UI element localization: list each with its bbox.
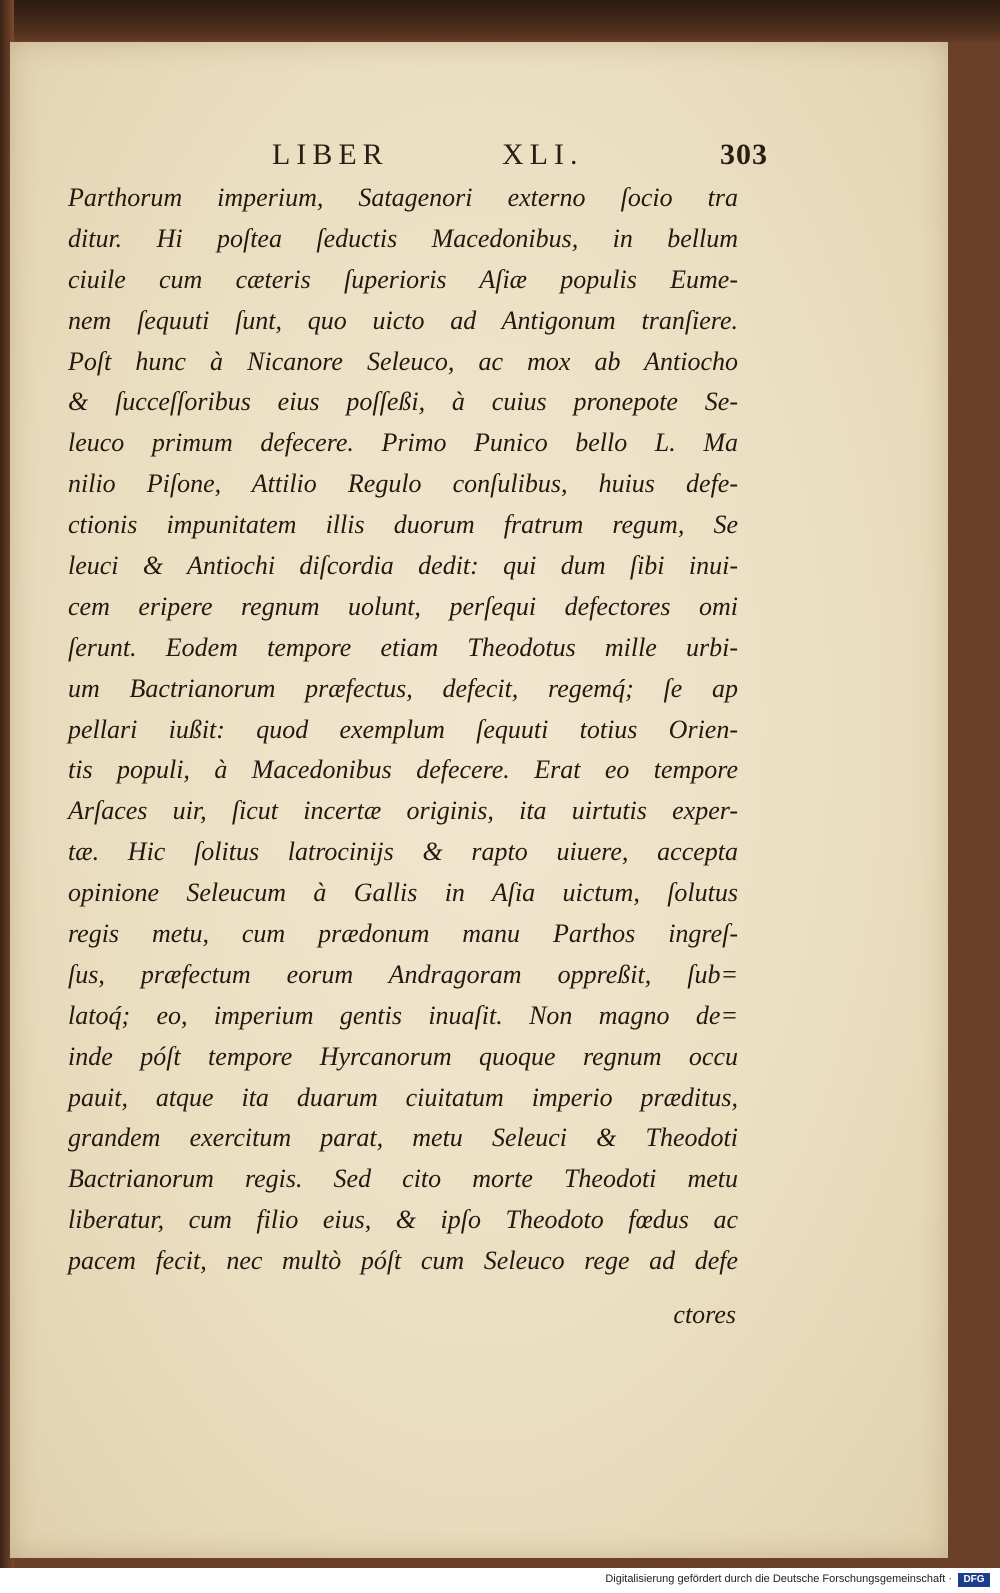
text-line: um Bactrianorum præfectus, defecit, regemq́; ſe ap [68, 673, 738, 703]
text-line: ſerunt. Eodem tempore etiam Theodotus mille urbi- [68, 632, 738, 662]
text-line: Bactrianorum regis. Sed cito morte Theodoti metu [68, 1164, 738, 1194]
text-line: ciuile cum cæteris ſuperioris Aſiæ populis Eume- [68, 264, 738, 294]
text-line: cem eripere regnum uolunt, perſequi defectores omi [68, 591, 738, 621]
text-line: opinione Seleucum à Gallis in Aſia uictum, ſolutus [68, 878, 738, 908]
digitization-footer [0, 1568, 1000, 1593]
running-head-title: LIBER [272, 138, 389, 171]
text-line: ditur. Hi poſtea ſeductis Macedonibus, in bellum [68, 223, 738, 253]
text-line: Arſaces uir, ſicut incertæ originis, ita uirtutis exper- [68, 796, 738, 826]
text-line: & ſucceſſoribus eius poſſeßi, à cuius pronepote Se- [68, 387, 738, 417]
text-line: pacem fecit, nec multò póſt cum Seleuco rege ad defe [68, 1246, 738, 1276]
text-line: leuci & Antiochi diſcordia dedit: qui dum ſibi inui- [68, 551, 738, 581]
text-line: pellari iußit: quod exemplum ſequuti totius Orien- [68, 714, 738, 744]
text-line: ctionis impunitatem illis duorum fratrum regum, Se [68, 510, 738, 540]
text-line: tis populi, à Macedonibus defecere. Erat eo tempore [68, 755, 738, 785]
book-page [10, 42, 948, 1558]
text-line: nem ſequuti ſunt, quo uicto ad Antigonum tranſiere. [68, 305, 738, 335]
text-line: grandem exercitum parat, metu Seleuci & Theodoti [68, 1123, 738, 1153]
page-number: 303 [720, 138, 768, 171]
text-line: ſus, præfectum eorum Andragoram oppreßit, ſub= [68, 959, 738, 989]
text-line: liberatur, cum filio eius, & ipſo Theodoto fœdus ac [68, 1205, 738, 1235]
running-head-book-number: XLI. [502, 138, 584, 171]
text-line: inde póſt tempore Hyrcanorum quoque regnum occu [68, 1041, 738, 1071]
dfg-logo-icon: DFG [958, 1573, 990, 1587]
text-line: leuco primum defecere. Primo Punico bello L. Ma [68, 428, 738, 458]
running-head [10, 138, 948, 178]
text-line: Poſt hunc à Nicanore Seleuco, ac mox ab Antiocho [68, 346, 738, 376]
text-line: nilio Piſone, Attilio Regulo conſulibus, huius defe- [68, 469, 738, 499]
text-line: regis metu, cum prædonum manu Parthos ingreſ- [68, 919, 738, 949]
text-line: tæ. Hic ſolitus latrocinijs & rapto uiuere, accepta [68, 837, 738, 867]
body-text [68, 178, 738, 1282]
catchword: ctores [673, 1300, 736, 1329]
text-line: latoq́; eo, imperium gentis inuaſit. Non magno de= [68, 1000, 738, 1030]
text-line: pauit, atque ita duarum ciuitatum imperio præditus, [68, 1082, 738, 1112]
text-line: Parthorum imperium, Satagenori externo ſocio tra [68, 183, 738, 212]
footer-credit: Digitalisierung gefördert durch die Deutsche Forschungsgemeinschaft · [605, 1573, 952, 1585]
